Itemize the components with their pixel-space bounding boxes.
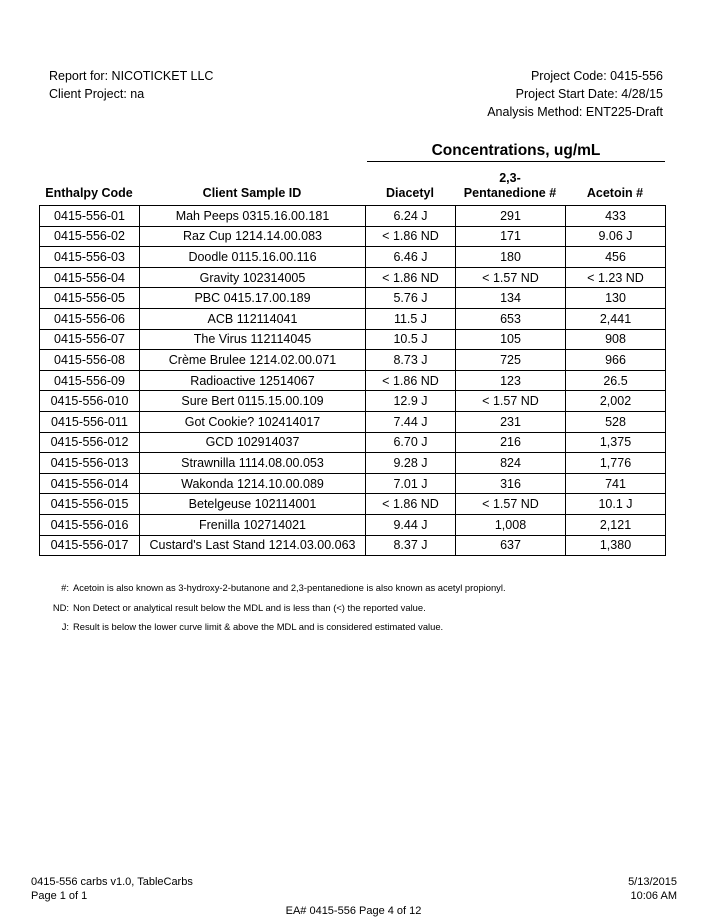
analysis-method-line (487, 103, 663, 121)
cell-code: 0415-556-010 (40, 391, 140, 412)
footnote-key: J: (61, 621, 69, 632)
cell-sample: Strawnilla 1114.08.00.053 (140, 453, 366, 474)
cell-code: 0415-556-03 (40, 247, 140, 268)
cell-diacetyl: 6.70 J (366, 432, 456, 453)
project-start-value: 4/28/15 (621, 87, 663, 101)
cell-acetoin: 1,776 (566, 453, 666, 474)
report-header-left (49, 67, 213, 103)
column-header-code: Enthalpy Code (45, 186, 133, 200)
project-code-value: 0415-556 (610, 69, 663, 83)
cell-diacetyl: < 1.86 ND (366, 226, 456, 247)
cell-pentanedione: 216 (456, 432, 566, 453)
table-row (40, 514, 666, 535)
client-project-line (49, 85, 213, 103)
footnotes (41, 578, 506, 637)
cell-pentanedione: 316 (456, 473, 566, 494)
cell-code: 0415-556-06 (40, 308, 140, 329)
cell-diacetyl: 9.28 J (366, 453, 456, 474)
cell-diacetyl: 8.37 J (366, 535, 456, 556)
footer-date: 5/13/2015 (628, 876, 677, 888)
report-for-line (49, 67, 213, 85)
cell-acetoin: 2,002 (566, 391, 666, 412)
table-row (40, 350, 666, 371)
cell-diacetyl: < 1.86 ND (366, 370, 456, 391)
cell-sample: Gravity 102314005 (140, 267, 366, 288)
cell-acetoin: 908 (566, 329, 666, 350)
table-row (40, 432, 666, 453)
table-row (40, 267, 666, 288)
cell-diacetyl: 9.44 J (366, 514, 456, 535)
cell-code: 0415-556-011 (40, 411, 140, 432)
cell-acetoin: 2,441 (566, 308, 666, 329)
cell-pentanedione: 725 (456, 350, 566, 371)
cell-pentanedione: 105 (456, 329, 566, 350)
cell-sample: PBC 0415.17.00.189 (140, 288, 366, 309)
cell-pentanedione: 1,008 (456, 514, 566, 535)
project-code-label: Project Code: (530, 69, 607, 83)
cell-code: 0415-556-02 (40, 226, 140, 247)
cell-code: 0415-556-05 (40, 288, 140, 309)
cell-acetoin: 741 (566, 473, 666, 494)
cell-pentanedione: 291 (456, 206, 566, 227)
cell-acetoin: 1,375 (566, 432, 666, 453)
footer-page-count: Page 1 of 1 (31, 890, 88, 902)
footnote-nd (41, 598, 506, 618)
cell-acetoin: 9.06 J (566, 226, 666, 247)
cell-sample: Betelgeuse 102114001 (140, 494, 366, 515)
cell-pentanedione: 180 (456, 247, 566, 268)
table-body (40, 206, 666, 556)
table-row (40, 411, 666, 432)
footnote-text: Acetoin is also known as 3-hydroxy-2-butanone and 2,3-pentanedione is also known as acetyl propionyl. (73, 582, 506, 593)
cell-diacetyl: 7.44 J (366, 411, 456, 432)
cell-sample: Mah Peeps 0315.16.00.181 (140, 206, 366, 227)
cell-sample: Frenilla 102714021 (140, 514, 366, 535)
cell-sample: Crème Brulee 1214.02.00.071 (140, 350, 366, 371)
cell-pentanedione: 171 (456, 226, 566, 247)
cell-code: 0415-556-013 (40, 453, 140, 474)
cell-acetoin: 1,380 (566, 535, 666, 556)
cell-acetoin: < 1.23 ND (566, 267, 666, 288)
table-row (40, 370, 666, 391)
cell-acetoin: 130 (566, 288, 666, 309)
cell-acetoin: 433 (566, 206, 666, 227)
cell-diacetyl: 10.5 J (366, 329, 456, 350)
table-row (40, 329, 666, 350)
client-project-value: na (130, 87, 145, 101)
concentrations-table (39, 205, 666, 556)
cell-sample: Custard's Last Stand 1214.03.00.063 (140, 535, 366, 556)
footnote-text: Result is below the lower curve limit & above the MDL and is considered estimated value. (73, 621, 444, 632)
table-row (40, 453, 666, 474)
cell-pentanedione: 123 (456, 370, 566, 391)
project-start-label: Project Start Date: (515, 87, 618, 101)
project-start-line (487, 85, 663, 103)
cell-code: 0415-556-01 (40, 206, 140, 227)
cell-sample: The Virus 112114045 (140, 329, 366, 350)
table-row (40, 288, 666, 309)
cell-diacetyl: 6.24 J (366, 206, 456, 227)
report-for-value: NICOTICKET LLC (111, 69, 214, 83)
footnote-key: #: (61, 582, 69, 593)
column-header-pentanedione-line1: 2,3- (499, 171, 521, 185)
cell-sample: ACB 112114041 (140, 308, 366, 329)
table-row (40, 391, 666, 412)
concentrations-underline (367, 161, 665, 162)
footer-left (31, 875, 193, 903)
cell-sample: Wakonda 1214.10.00.089 (140, 473, 366, 494)
column-header-pentanedione-line2: Pentanedione # (463, 186, 557, 200)
cell-pentanedione: < 1.57 ND (456, 391, 566, 412)
cell-pentanedione: < 1.57 ND (456, 494, 566, 515)
table-row (40, 535, 666, 556)
table-row (40, 308, 666, 329)
cell-acetoin: 966 (566, 350, 666, 371)
cell-pentanedione: 637 (456, 535, 566, 556)
report-header-right (487, 67, 663, 121)
cell-diacetyl: 7.01 J (366, 473, 456, 494)
table-row (40, 494, 666, 515)
cell-code: 0415-556-04 (40, 267, 140, 288)
cell-sample: Got Cookie? 102414017 (140, 411, 366, 432)
cell-diacetyl: < 1.86 ND (366, 494, 456, 515)
cell-pentanedione: 134 (456, 288, 566, 309)
table-row (40, 247, 666, 268)
cell-code: 0415-556-012 (40, 432, 140, 453)
cell-diacetyl: 11.5 J (366, 308, 456, 329)
cell-acetoin: 2,121 (566, 514, 666, 535)
cell-sample: Sure Bert 0115.15.00.109 (140, 391, 366, 412)
cell-diacetyl: 5.76 J (366, 288, 456, 309)
cell-acetoin: 26.5 (566, 370, 666, 391)
cell-diacetyl: 6.46 J (366, 247, 456, 268)
footnote-text: Non Detect or analytical result below the MDL and is less than (<) the reported value. (73, 601, 426, 613)
footer-center: EA# 0415-556 Page 4 of 12 (285, 905, 422, 917)
cell-sample: Raz Cup 1214.14.00.083 (140, 226, 366, 247)
cell-diacetyl: < 1.86 ND (366, 267, 456, 288)
column-header-pentanedione (455, 171, 565, 201)
table-row (40, 206, 666, 227)
footnote-key: ND: (52, 601, 69, 613)
footer-time: 10:06 AM (630, 890, 677, 902)
cell-code: 0415-556-014 (40, 473, 140, 494)
cell-acetoin: 528 (566, 411, 666, 432)
cell-pentanedione: 824 (456, 453, 566, 474)
footnote-hash (41, 578, 506, 598)
cell-pentanedione: < 1.57 ND (456, 267, 566, 288)
cell-diacetyl: 8.73 J (366, 350, 456, 371)
cell-code: 0415-556-015 (40, 494, 140, 515)
footnote-j (41, 617, 506, 637)
cell-code: 0415-556-09 (40, 370, 140, 391)
client-project-label: Client Project: (49, 87, 127, 101)
column-header-sample: Client Sample ID (202, 186, 302, 200)
analysis-method-value: ENT225-Draft (585, 105, 663, 119)
analysis-method-label: Analysis Method: (487, 105, 583, 119)
project-code-line (487, 67, 663, 85)
cell-diacetyl: 12.9 J (366, 391, 456, 412)
table-row (40, 226, 666, 247)
footer-right (628, 875, 677, 903)
cell-sample: Doodle 0115.16.00.116 (140, 247, 366, 268)
cell-sample: GCD 102914037 (140, 432, 366, 453)
cell-acetoin: 456 (566, 247, 666, 268)
concentrations-title: Concentrations, ug/mL (431, 142, 601, 159)
cell-code: 0415-556-016 (40, 514, 140, 535)
cell-code: 0415-556-017 (40, 535, 140, 556)
footer-file-info: 0415-556 carbs v1.0, TableCarbs (31, 876, 193, 888)
cell-pentanedione: 231 (456, 411, 566, 432)
table-row (40, 473, 666, 494)
cell-acetoin: 10.1 J (566, 494, 666, 515)
cell-sample: Radioactive 12514067 (140, 370, 366, 391)
report-for-label: Report for: (49, 69, 109, 83)
cell-code: 0415-556-07 (40, 329, 140, 350)
column-header-diacetyl: Diacetyl (386, 186, 434, 200)
column-header-acetoin: Acetoin # (586, 186, 644, 200)
cell-code: 0415-556-08 (40, 350, 140, 371)
cell-pentanedione: 653 (456, 308, 566, 329)
